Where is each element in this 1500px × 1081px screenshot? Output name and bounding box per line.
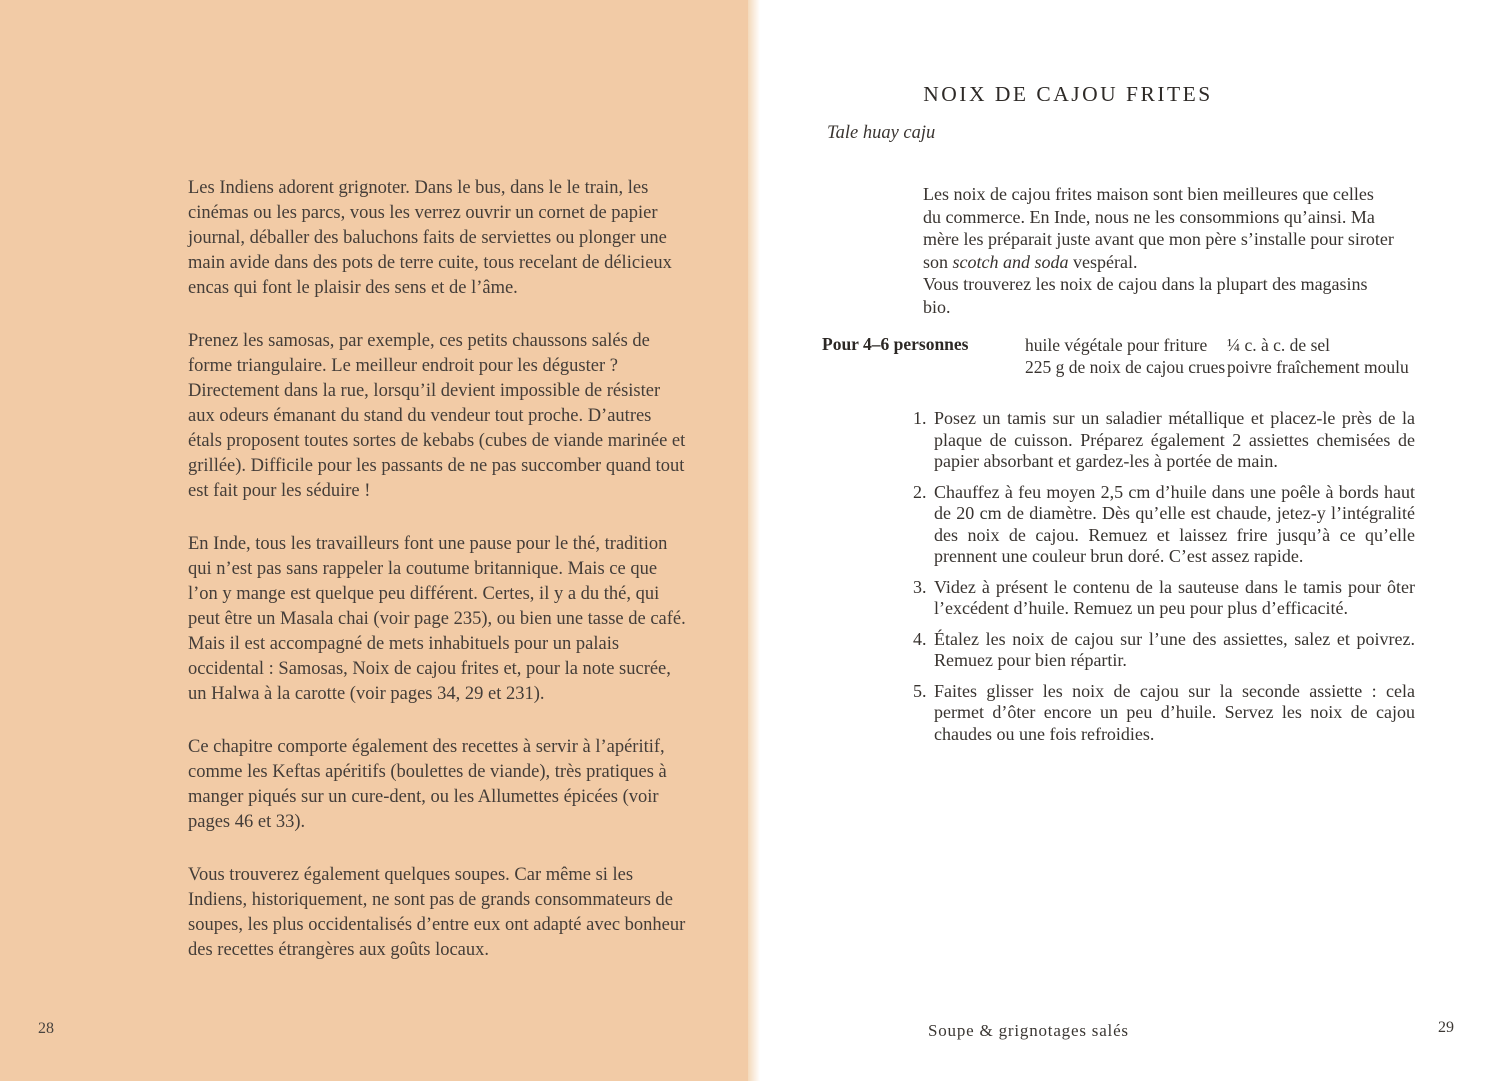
step-text: Chauffez à feu moyen 2,5 cm d’huile dans une poêle à bords haut de 20 cm de diamètre. Dès qu’elle est chaude, jetez-y l’intégralité des noix de cajou. Remuez et laissez frire jusqu’à ce qu’elle prennent une couleur brun doré. C’est assez rapide.: [934, 481, 1415, 566]
step-item: [913, 482, 1415, 568]
step-item: [913, 681, 1415, 746]
ingredient-item: huile végétale pour friture: [1025, 335, 1208, 355]
step-text: Posez un tamis sur un saladier métallique et placez-le près de la plaque de cuisson. Préparez également 2 assiettes chemisées de papier absorbant et gardez-les à portée de main.: [934, 408, 1415, 471]
recipe-subtitle-translation: Tale huay caju: [827, 123, 936, 143]
left-page-paragraph: Ce chapitre comporte également des recettes à servir à l’apéritif, comme les Keftas apéritifs (boulettes de viande), très pratiques à manger piqués sur un cure-dent, ou les Allumettes épicées (voir pages 46 et 33).: [188, 737, 667, 832]
page-number-right: 29: [1438, 1019, 1454, 1036]
step-number: 3.: [913, 576, 927, 597]
left-page-paragraph: Les Indiens adorent grignoter. Dans le bus, dans le le train, les cinémas ou les parcs, vous les verrez ouvrir un cornet de papier journal, déballer des baluchons faits de serviettes ou plonger une main avide dans des pots de terre cuite, tous recelant de délicieux encas qui font le plaisir des sens et de l’âme.: [188, 178, 672, 298]
page-number-left: 28: [38, 1020, 54, 1037]
left-page-paragraph: En Inde, tous les travailleurs font une pause pour le thé, tradition qui n’est pas sans rappeler la coutume britannique. Mais ce que l’on y mange est quelque peu différent. Certes, il y a du thé, qui peut être un Masala chai (voir page 235), ou bien une tasse de café. Mais il est accompagné de mets inhabituels pour un palais occidental : Samosas, Noix de cajou frites et, pour la note sucrée, un Halwa à la carotte (voir pages 34, 29 et 231).: [188, 534, 686, 704]
intro-text: Les noix de cajou frites maison sont bien meilleures que celles du commerce. En Inde, nous ne les consommions qu’ainsi. Ma mère les préparait juste avant que mon père s’installe pour siroter son: [923, 184, 1394, 272]
ingredient-item: 225 g de noix de cajou crues: [1025, 357, 1226, 377]
ingredients-column-1: [1025, 334, 1225, 378]
servings-label: Pour 4–6 personnes: [822, 334, 969, 354]
recipe-steps: [913, 408, 1415, 754]
left-page-paragraph: Prenez les samosas, par exemple, ces petits chaussons salés de forme triangulaire. Le meilleur endroit pour les déguster ? Directement dans la rue, lorsqu’il devient impossible de résister aux odeurs émanant du stand du vendeur tout proche. D’autres étals proposent toutes sortes de kebabs (cubes de viande marinée et grillée). Difficile pour les passants de ne pas succomber quand tout est fait pour les séduire !: [188, 331, 686, 501]
ingredients-column-2: [1227, 334, 1409, 378]
left-page-paragraph: Vous trouverez également quelques soupes. Car même si les Indiens, historiquement, ne sont pas de grands consommateurs de soupes, les plus occidentalisés d’entre eux ont adapté avec bonheur des recettes étrangères aux goûts locaux.: [188, 865, 686, 960]
step-number: 5.: [913, 680, 927, 701]
ingredient-item: poivre fraîchement moulu: [1227, 357, 1409, 377]
step-number: 4.: [913, 628, 927, 649]
step-text: Faites glisser les noix de cajou sur la seconde assiette : cela permet d’ôter encore un peu d’huile. Servez les noix de cajou chaudes ou une fois refroidies.: [934, 680, 1415, 744]
footer-section-title: Soupe & grignotages salés: [928, 1021, 1129, 1040]
step-text: Étalez les noix de cajou sur l’une des assiettes, salez et poivrez. Remuez pour bien répartir.: [934, 628, 1415, 670]
step-text: Videz à présent le contenu de la sauteuse dans le tamis pour ôter l’excédent d’huile. Remuez un peu pour plus d’efficacité.: [934, 576, 1415, 618]
intro-italic-phrase: scotch and soda: [952, 251, 1069, 272]
recipe-intro: [923, 183, 1395, 318]
step-item: [913, 577, 1415, 620]
recipe-title: NOIX DE CAJOU FRITES: [923, 82, 1213, 106]
step-item: [913, 408, 1415, 473]
left-page-body: [188, 176, 688, 991]
ingredient-item: ¼ c. à c. de sel: [1227, 335, 1331, 355]
step-number: 1.: [913, 408, 927, 428]
step-number: 2.: [913, 481, 927, 502]
step-item: [913, 629, 1415, 672]
intro-text-after: vespéral.: [1068, 251, 1138, 272]
intro-second-paragraph: Vous trouverez les noix de cajou dans la plupart des magasins bio.: [923, 274, 1368, 317]
page-gutter: [748, 0, 760, 1081]
